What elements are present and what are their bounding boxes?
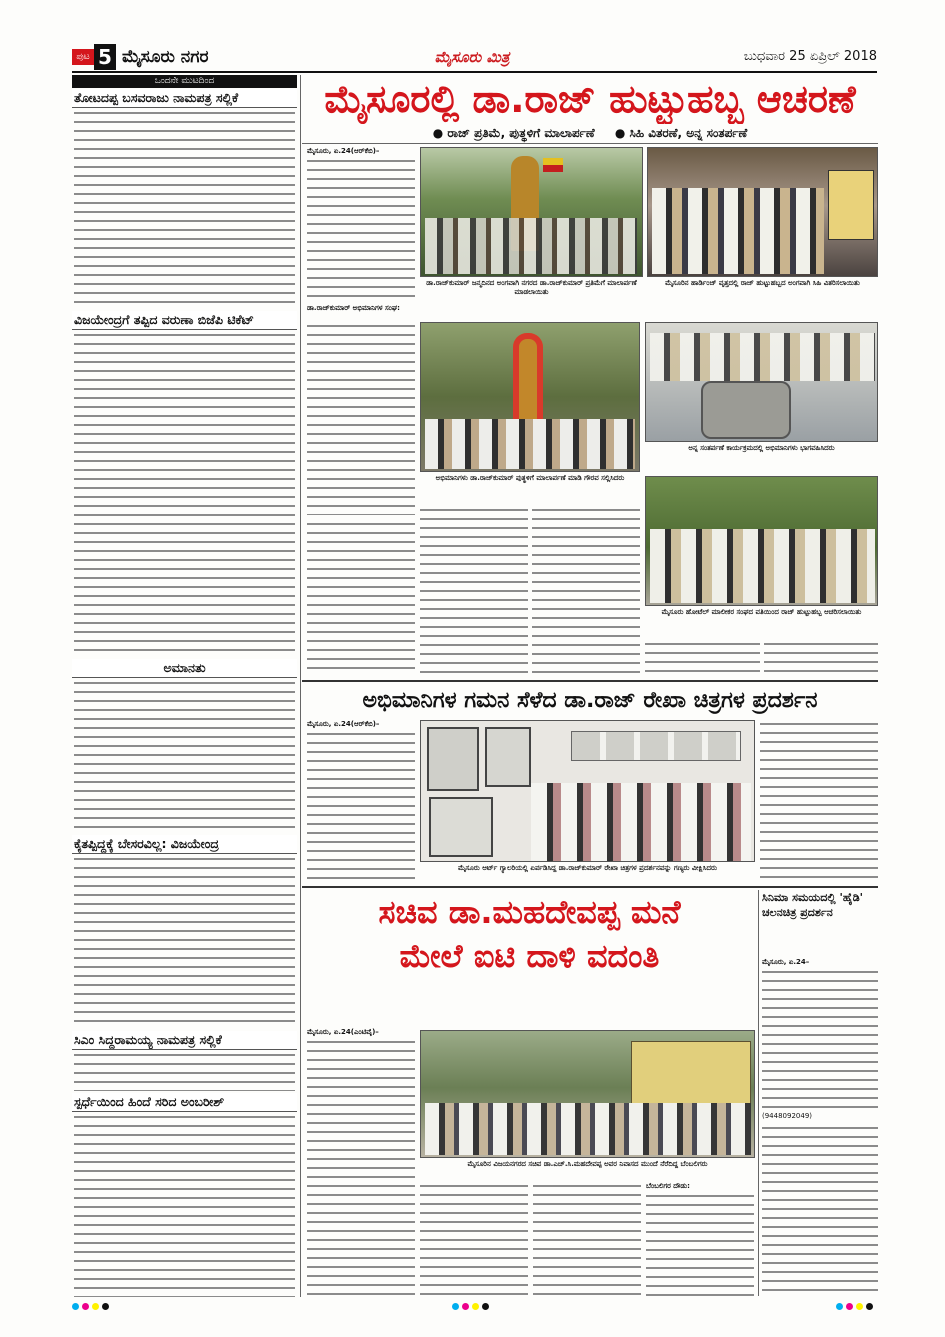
registration-marks-right bbox=[836, 1303, 876, 1311]
left-text-5 bbox=[74, 1051, 295, 1091]
crowd-a bbox=[425, 218, 637, 274]
section-title: ಮೈಸೂರು ನಗರ bbox=[122, 47, 209, 67]
raj-photo-garland bbox=[420, 322, 640, 472]
sketch-body-2 bbox=[760, 720, 878, 882]
raj-caption-b: ಮೈಸೂರಿನ ಹಾರ್ಡಿಂಜ್ ವೃತ್ತದಲ್ಲಿ ರಾಜ್ ಹುಟ್ಟುಹಬ್ಬದ ಅಂಗವಾಗಿ ಸಿಹಿ ವಿತರಿಸಲಾಯಿತು bbox=[665, 279, 860, 287]
side-story-rule bbox=[758, 890, 759, 1296]
sketch-frame-2 bbox=[485, 727, 531, 787]
raj-subhead-sweets: ● ಸಿಹಿ ವಿತರಣೆ, ಅನ್ನ ಸಂತರ್ಪಣೆ bbox=[614, 126, 748, 140]
side-phone: (9448092049) bbox=[762, 1112, 812, 1120]
left-text-4 bbox=[74, 855, 295, 1029]
sketch-visitors bbox=[531, 783, 751, 861]
raj-body-3 bbox=[420, 506, 528, 676]
flag bbox=[543, 158, 563, 172]
it-body-1 bbox=[307, 1038, 415, 1296]
side-body-2 bbox=[762, 1124, 878, 1296]
left-column-rule bbox=[300, 75, 301, 1297]
left-headline-6: ಸ್ಪರ್ಧೆಯಿಂದ ಹಿಂದೆ ಸರಿದ ಅಂಬರೀಶ್ bbox=[72, 1093, 297, 1112]
crowd-c bbox=[425, 419, 635, 469]
it-headline-line1: ಸಚಿವ ಡಾ.ಮಹದೇವಪ್ಪ ಮನೆ bbox=[378, 893, 681, 931]
crowd-b bbox=[652, 188, 824, 274]
side-headline: ಸಿನಿಮಾ ಸಮಯದಲ್ಲಿ 'ಹೈಡಿ' ಚಲನಚಿತ್ರ ಪ್ರದರ್ಶನ bbox=[762, 891, 864, 919]
left-text-1 bbox=[74, 109, 295, 309]
left-headline-3: ಅಮಾನತು bbox=[72, 659, 297, 678]
left-text-3 bbox=[74, 679, 295, 833]
raj-caption-e: ಮೈಸೂರು ಹೋಟೆಲ್ ಮಾಲೀಕರ ಸಂಘದ ವತಿಯಿಂದ ರಾಜ್ ಹುಟ್ಟುಹಬ್ಬ ಆಚರಿಸಲಾಯಿತು bbox=[661, 608, 862, 616]
sketch-dateline: ಮೈಸೂರು, ಏ.24(ಆರ್‌ಕೆಬಿ)– bbox=[307, 720, 380, 728]
garland-statue bbox=[513, 333, 543, 433]
it-body-3 bbox=[533, 1182, 641, 1296]
side-dateline: ಮೈಸೂರು, ಏ.24– bbox=[762, 958, 810, 966]
page-tag: ಪುಟ bbox=[72, 49, 94, 65]
raj-body-5 bbox=[307, 520, 415, 676]
issue-date: ಬುಧವಾರ 25 ಏಪ್ರಿಲ್ 2018 bbox=[743, 49, 877, 64]
page-header bbox=[72, 44, 877, 70]
sketch-photo bbox=[420, 720, 755, 862]
left-column bbox=[72, 75, 297, 1297]
sketch-frame-1 bbox=[427, 727, 479, 791]
masthead-logo: ಮೈಸೂರು ಮಿತ್ರ bbox=[434, 48, 510, 66]
it-body-4 bbox=[646, 1192, 754, 1296]
raj-body-2 bbox=[307, 322, 415, 515]
registration-marks-left bbox=[72, 1303, 132, 1311]
header-rule bbox=[72, 71, 877, 73]
raj-caption-a: ಡಾ.ರಾಜ್‌ಕುಮಾರ್ ಜನ್ಮದಿನದ ಅಂಗವಾಗಿ ನಗರದ ಡಾ.ರಾಜ್‌ಕುಮಾರ್ ಪ್ರತಿಮೆಗೆ ಮಾಲಾರ್ಪಣೆ ಮಾಡಲಾಯಿತು bbox=[426, 279, 637, 296]
crowd-d bbox=[650, 333, 875, 381]
raj-caption-d: ಅನ್ನ ಸಂತರ್ಪಣೆ ಕಾರ್ಯಕ್ರಮದಲ್ಲಿ ಅಭಿಮಾನಿಗಳು ಭಾಗವಹಿಸಿದರು bbox=[688, 444, 835, 452]
food-pot bbox=[701, 381, 791, 439]
it-caption: ಮೈಸೂರಿನ ವಿಜಯನಗರದ ಸಚಿವ ಡಾ.ಎಚ್.ಸಿ.ಮಹದೇವಪ್ಪ ಅವರ ನಿವಾಸದ ಮುಂದೆ ನೆರೆದಿದ್ದ ಬೆಂಬಲಿಗರು bbox=[467, 1160, 708, 1168]
raj-body-6 bbox=[645, 640, 760, 676]
it-photo bbox=[420, 1030, 755, 1158]
raj-photo-food bbox=[645, 322, 878, 442]
sketch-headline: ಅಭಿಮಾನಿಗಳ ಗಮನ ಸೆಳೆದ ಡಾ.ರಾಜ್ ರೇಖಾ ಚಿತ್ರಗಳ ಪ್ರದರ್ಶನ bbox=[362, 688, 818, 713]
left-text-6 bbox=[74, 1113, 295, 1297]
sketch-frame-3 bbox=[429, 797, 493, 857]
raj-dateline: ಮೈಸೂರು, ಏ.24(ಆರ್‌ಕೆಬಿ)– bbox=[307, 147, 380, 155]
continued-label: ಒಂದನೇ ಮುಟದಿಂದ bbox=[72, 75, 297, 88]
it-crowd bbox=[425, 1103, 751, 1155]
crowd-e bbox=[650, 529, 875, 603]
it-body-2 bbox=[420, 1182, 528, 1296]
raj-body-1 bbox=[307, 157, 415, 302]
sketch-bottom-rule bbox=[302, 886, 878, 888]
left-headline-1: ತೋಟದಪ್ಪ ಬಸವರಾಜು ನಾಮಪತ್ರ ಸಲ್ಲಿಕೆ bbox=[72, 89, 297, 108]
page-number: 5 bbox=[94, 44, 116, 70]
sketch-body-1 bbox=[307, 730, 415, 880]
it-inline-head: ಬೆಂಬಲಿಗರ ದೌಡು: bbox=[646, 1182, 690, 1190]
sketch-frame-4 bbox=[571, 731, 741, 761]
left-headline-5: ಸಿಎಂ ಸಿದ್ದರಾಮಯ್ಯ ನಾಮಪತ್ರ ಸಲ್ಲಿಕೆ bbox=[72, 1031, 297, 1050]
left-headline-4: ಕೈತಪ್ಪಿದ್ದಕ್ಕೆ ಬೇಸರವಿಲ್ಲ: ವಿಜಯೇಂದ್ರ bbox=[72, 835, 297, 854]
left-headline-2: ವಿಜಯೇಂದ್ರಗೆ ತಪ್ಪಿದ ವರುಣಾ ಬಿಜೆಪಿ ಟಿಕೆಟ್ bbox=[72, 311, 297, 330]
raj-body-7 bbox=[764, 640, 878, 676]
side-body-1 bbox=[762, 968, 878, 1110]
raj-caption-c: ಅಭಿಮಾನಿಗಳು ಡಾ.ರಾಜ್‌ಕುಮಾರ್ ಪುತ್ಥಳಿಗೆ ಮಾಲಾರ್ಪಣೆ ಮಾಡಿ ಗೌರವ ಸಲ್ಲಿಸಿದರು bbox=[435, 474, 625, 482]
it-dateline: ಮೈಸೂರು, ಏ.24(ಎಂಟಿವೈ)– bbox=[307, 1028, 379, 1036]
banner-poster bbox=[828, 170, 874, 240]
raj-headline: ಮೈಸೂರಲ್ಲಿ ಡಾ.ರಾಜ್ ಹುಟ್ಟುಹಬ್ಬ ಆಚರಣೆ bbox=[324, 77, 856, 121]
raj-body-4 bbox=[532, 506, 640, 676]
raj-photo-hotel-group bbox=[645, 476, 878, 606]
raj-photo-sweets bbox=[647, 147, 878, 277]
raj-subhead-statue: ● ರಾಜ್ ಪ್ರತಿಮೆ, ಪುತ್ಥಳಿಗೆ ಮಾಲಾರ್ಪಣೆ bbox=[432, 126, 595, 140]
left-text-2 bbox=[74, 331, 295, 657]
it-headline-line2: ಮೇಲೆ ಐಟಿ ದಾಳಿ ವದಂತಿ bbox=[399, 937, 660, 975]
registration-marks-center bbox=[452, 1303, 492, 1311]
raj-inline-head: ಡಾ.ರಾಜ್‌ಕುಮಾರ್ ಅಭಿಮಾನಿಗಳ ಸಂಘ: bbox=[307, 304, 400, 312]
raj-photo-statue bbox=[420, 147, 643, 277]
raj-subhead-rule bbox=[302, 143, 878, 144]
raj-bottom-rule bbox=[302, 680, 878, 682]
raj-subheads bbox=[302, 124, 878, 142]
sketch-caption: ಮೈಸೂರು ಆರ್ಟ್ ಗ್ಯಾಲರಿಯಲ್ಲಿ ಏರ್ಪಡಿಸಿದ್ದ ಡಾ.ರಾಜ್‌ಕುಮಾರ್ ರೇಖಾ ಚಿತ್ರಗಳ ಪ್ರದರ್ಶನವನ್ನು ಗಣ್ಯರು ವೀಕ್ಷಿಸಿದರು bbox=[458, 864, 717, 872]
